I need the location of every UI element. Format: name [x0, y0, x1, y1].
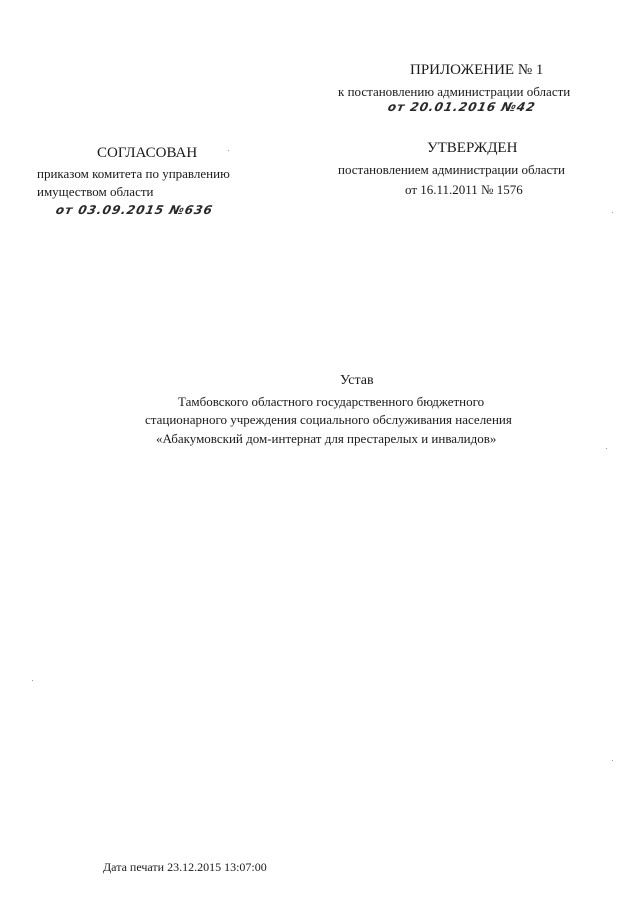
print-date: Дата печати 23.12.2015 13:07:00 [103, 860, 267, 874]
charter-line-3: «Абакумовский дом-интернат для престарелых и инвалидов» [156, 431, 497, 446]
scan-speck [32, 680, 33, 681]
scan-speck [606, 448, 607, 449]
appendix-title: ПРИЛОЖЕНИЕ № 1 [410, 62, 544, 78]
agreed-handwritten-date: от 03.09.2015 №636 [54, 203, 215, 217]
agreed-title: СОГЛАСОВАН [97, 145, 198, 161]
approved-line-1: постановлением администрации области [338, 162, 565, 177]
charter-line-1: Тамбовского областного государственного бюджетного [178, 394, 485, 409]
charter-title: Устав [340, 373, 374, 388]
scan-speck [612, 760, 613, 761]
agreed-line-2: имуществом области [37, 184, 154, 199]
scan-speck [228, 150, 229, 151]
appendix-line: к постановлению администрации области [338, 84, 571, 99]
scan-speck [612, 212, 613, 213]
charter-line-2: стационарного учреждения социального обслуживания населения [145, 412, 512, 427]
approved-title: УТВЕРЖДЕН [427, 140, 518, 156]
agreed-line-1: приказом комитета по управлению [37, 166, 230, 181]
appendix-handwritten-date: от 20.01.2016 №42 [386, 100, 538, 114]
approved-line-2: от 16.11.2011 № 1576 [405, 182, 523, 197]
